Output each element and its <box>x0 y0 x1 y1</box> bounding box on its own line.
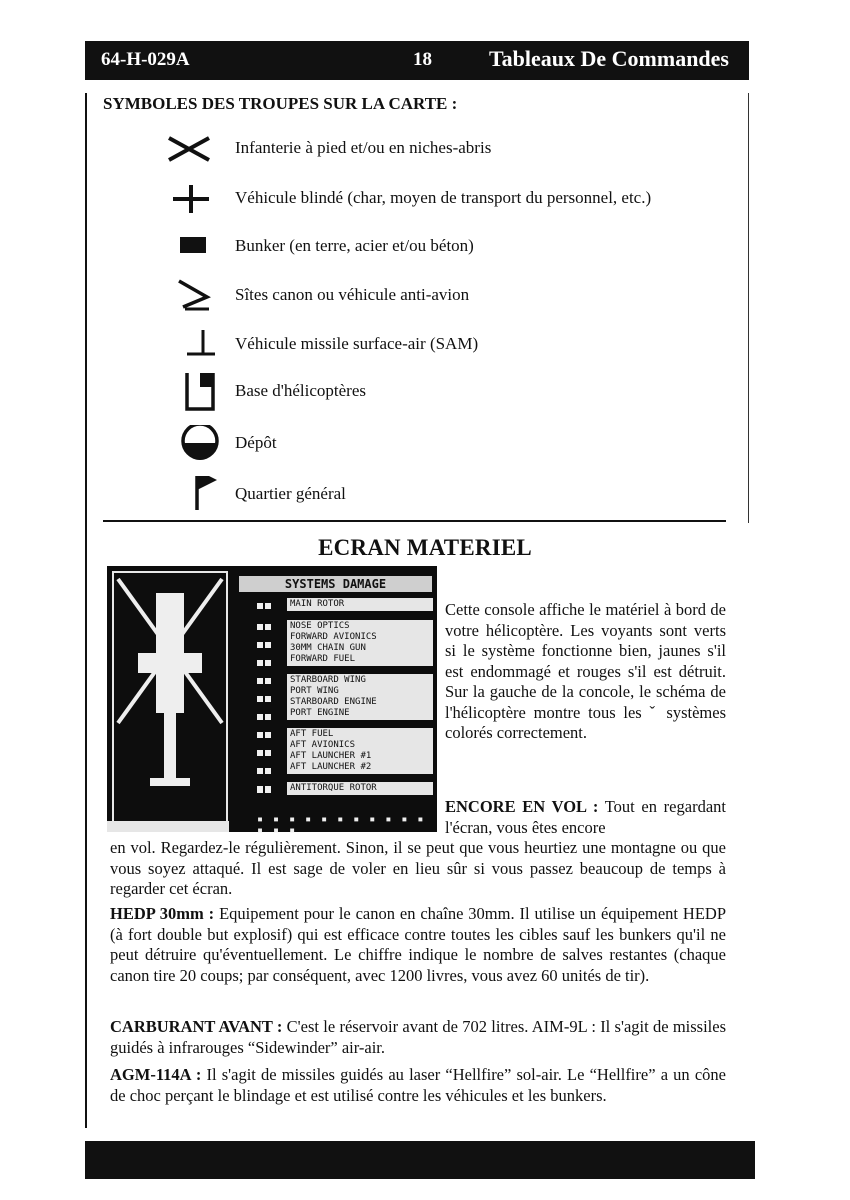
agm-paragraph <box>110 1065 726 1106</box>
system-label: AFT LAUNCHER #1 <box>290 751 372 761</box>
legend-title: SYMBOLES DES TROUPES SUR LA CARTE : <box>103 94 458 113</box>
system-group-aft <box>287 728 433 774</box>
system-label: AFT FUEL <box>290 729 334 739</box>
legend-item-infantry <box>165 130 745 170</box>
cross-x-icon <box>165 130 225 170</box>
system-label: AFT AVIONICS <box>290 740 356 750</box>
system-label: STARBOARD WING <box>290 675 366 685</box>
led-strip: ▪ ▪ ▪ ▪ ▪ ▪ ▪ ▪ ▪ ▪ ▪ ▪ ▪ ▪ <box>257 814 426 836</box>
status-leds <box>257 599 279 617</box>
legend-item-armored-vehicle <box>165 180 745 220</box>
encore-paragraph-top <box>445 797 726 838</box>
legend-item-sam <box>165 326 745 366</box>
plus-icon <box>165 180 225 220</box>
legend-label: Véhicule blindé (char, moyen de transport du personnel, etc.) <box>235 188 652 207</box>
system-label: PORT ENGINE <box>290 708 350 718</box>
agm-label: AGM-114A : <box>110 1065 202 1084</box>
system-label: STARBOARD ENGINE <box>290 697 377 707</box>
system-label: FORWARD FUEL <box>290 654 356 664</box>
half-filled-circle-icon <box>165 425 225 465</box>
carburant-text: C'est le réservoir avant de 702 litres. AIM-9L : Il s'agit de missiles guidés à infrarouges “Sidewinder” air-air. <box>110 1017 726 1057</box>
legend-label: Véhicule missile surface-air (SAM) <box>235 334 479 353</box>
flag-icon <box>165 476 225 516</box>
legend-item-bunker <box>165 228 745 268</box>
legend-item-anti-air <box>165 277 745 317</box>
hedp-text: Equipement pour le canon en chaîne 30mm. Il utilise un équipement HEDP (à fort double but explosif) qui est efficace contre toutes les cibles sauf les bunkers qu'il ne peut détruire qu'éventuellement. Le chiffre indique le nombre de salves restantes (chaque canon tire 20 coups; par conséquent, avec 1200 livres, vous avez 60 unités de tir). <box>110 904 726 985</box>
hedp-label: HEDP 30mm : <box>110 904 215 923</box>
legend-label: Dépôt <box>235 433 277 452</box>
system-label: ANTITORQUE ROTOR <box>290 783 377 793</box>
carburant-label: CARBURANT AVANT : <box>110 1017 283 1036</box>
legend-item-headquarters <box>165 476 745 516</box>
filled-rectangle-icon <box>165 228 225 268</box>
system-group-rotor <box>287 598 433 611</box>
inverted-t-icon <box>165 326 225 366</box>
system-label: FORWARD AVIONICS <box>290 632 377 642</box>
screen-footer-bar <box>107 821 229 832</box>
system-label: PORT WING <box>290 686 339 696</box>
system-group-antitorque <box>287 782 433 795</box>
agm-text: Il s'agit de missiles guidés au laser “Hellfire” sol-air. Le “Hellfire” a un cône de choc perçant le blindage et est utilisé contre les véhicules et les bunkers. <box>110 1065 726 1105</box>
system-label: 30MM CHAIN GUN <box>290 643 366 653</box>
encore-paragraph-rest: en vol. Regardez-le régulièrement. Sinon, il se peut que vous heurtiez une montagne ou que vous soyez attaqué. Il est sage de voler en lieu sûr si vous passez beaucoup de temps à regarder cet écran. <box>110 838 726 898</box>
system-group-forward <box>287 620 433 666</box>
left-margin-rule <box>85 93 87 1128</box>
intro-paragraph: Cette console affiche le matériel à bord de votre hélicoptère. Les voyants sont verts si le système fonctionne bien, jaunes s'il est endommagé et rouges s'il est détruit. Sur la gauche de la concole, le schéma de l'hélicoptère montre tous les ˇ systèmes colorés correctement. <box>445 600 726 742</box>
chapter-title: Tableaux De Commandes <box>489 46 729 71</box>
helicopter-outline-icon <box>114 573 226 828</box>
page-footer-bar <box>85 1141 755 1179</box>
page-number: 18 <box>413 49 432 70</box>
legend-label: Base d'hélicoptères <box>235 381 366 400</box>
section-divider <box>103 520 726 522</box>
hedp-paragraph <box>110 904 726 986</box>
legend-item-helicopter-base <box>165 373 745 413</box>
legend-label: Quartier général <box>235 484 346 503</box>
helipad-box-icon <box>165 373 225 413</box>
system-label: MAIN ROTOR <box>290 599 345 609</box>
legend-label: Infanterie à pied et/ou en niches-abris <box>235 138 492 157</box>
systems-damage-title: SYSTEMS DAMAGE <box>239 576 432 592</box>
system-label: AFT LAUNCHER #2 <box>290 762 372 772</box>
encore-text-top: Tout en regardant l'écran, vous êtes encore <box>445 797 726 837</box>
system-label: NOSE OPTICS <box>290 621 350 631</box>
legend-label: Bunker (en terre, acier et/ou béton) <box>235 236 474 255</box>
encore-label: ENCORE EN VOL : <box>445 797 599 816</box>
status-leds <box>257 783 279 801</box>
systems-damage-screenshot <box>107 566 437 836</box>
carburant-paragraph <box>110 1017 726 1058</box>
section-title: ECRAN MATERIEL <box>318 535 532 560</box>
legend-label: Sîtes canon ou véhicule anti-avion <box>235 285 470 304</box>
anti-air-chevron-icon <box>165 277 225 317</box>
legend-item-depot <box>165 425 745 465</box>
right-margin-rule <box>748 93 749 523</box>
system-group-wings-engines <box>287 674 433 720</box>
document-code: 64-H-029A <box>101 49 190 70</box>
helicopter-schematic <box>112 571 228 830</box>
page-header <box>85 41 749 80</box>
